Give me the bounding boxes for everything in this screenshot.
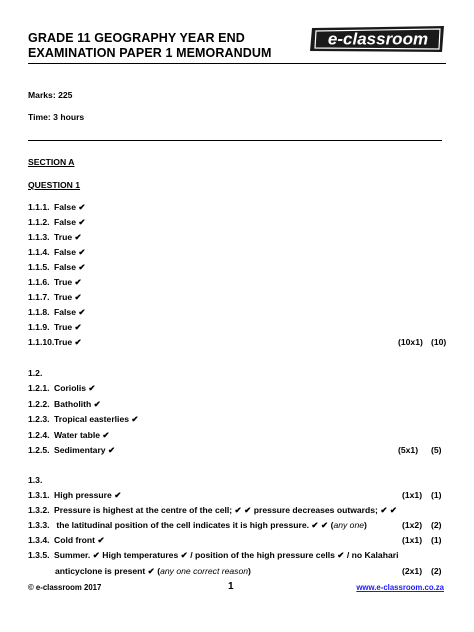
check-icon: ✔ xyxy=(131,414,139,424)
check-icon: ✔ xyxy=(114,490,122,500)
section-heading: SECTION A xyxy=(28,157,75,167)
separator-line xyxy=(28,140,442,141)
check-icon: ✔ xyxy=(93,398,101,409)
answer-text: Sedimentary xyxy=(54,445,108,455)
answer-text: Water table xyxy=(54,429,103,440)
answer-text: False xyxy=(54,307,79,317)
check-icon: ✔ xyxy=(380,505,388,515)
answer-text: Cold front xyxy=(54,535,96,545)
doc-title-line1: GRADE 11 GEOGRAPHY YEAR END xyxy=(28,31,245,45)
answer-number: 1.1.9. xyxy=(28,322,50,332)
answer-text: True xyxy=(54,322,75,332)
check-icon: ✔ xyxy=(102,429,110,440)
answer-number: 1.2.4. xyxy=(28,429,50,440)
footer-website-link[interactable]: www.e-classroom.co.za xyxy=(356,583,444,592)
answer-row xyxy=(28,262,86,273)
answer-number: 1.1.1. xyxy=(28,202,50,212)
answer-row xyxy=(28,414,139,425)
answer-text: True xyxy=(54,277,75,287)
answer-number: 1.1.3. xyxy=(28,232,50,242)
answer-number: 1.2.2. xyxy=(28,398,50,409)
answer-number: 1.1.8. xyxy=(28,307,50,317)
check-icon: ✔ xyxy=(78,307,86,317)
page-number: 1 xyxy=(228,581,234,592)
answer-row xyxy=(28,430,110,441)
answer-text: False xyxy=(54,202,79,212)
marks-1-3-5: (2x1) xyxy=(402,566,423,576)
answer-text-e: anticyclone is present xyxy=(55,566,146,576)
marks-allocation: (5x1) xyxy=(398,445,419,455)
check-icon: ✔ xyxy=(78,202,86,212)
check-icon: ✔ xyxy=(97,535,105,545)
header-rule xyxy=(28,63,446,64)
check-icon: ✔ xyxy=(180,550,188,560)
marks-total: (10) xyxy=(431,337,447,347)
total-1-3-3: (2) xyxy=(431,520,442,530)
answer-number: 1.2.3. xyxy=(28,414,50,424)
answer-1-3-4 xyxy=(28,535,105,546)
answer-1-3-3: 1.3.3. the latitudinal position of the cell indicates it is high pressure. ✔ ✔ (any one) xyxy=(28,520,367,530)
marks-1-3-3: (1x2) xyxy=(402,520,423,530)
answer-number: 1.1.10. xyxy=(28,337,55,347)
check-icon: ✔ xyxy=(311,520,319,530)
answer-number: 1.1.7. xyxy=(28,292,50,302)
check-icon: ✔ xyxy=(244,505,252,515)
answer-text: True xyxy=(54,292,75,302)
answer-row xyxy=(28,445,115,456)
check-icon: ✔ xyxy=(337,550,345,560)
check-icon: ✔ xyxy=(147,566,155,576)
check-icon: ✔ xyxy=(78,262,86,272)
answer-row xyxy=(28,399,101,410)
answer-text-a: Summer. xyxy=(54,550,91,560)
marks-total: Marks: 225 xyxy=(28,90,73,100)
answer-1-3-5 xyxy=(28,550,398,561)
answer-number: 1.2.5. xyxy=(28,445,50,455)
answer-row xyxy=(28,277,82,288)
answer-text: True xyxy=(54,232,75,242)
answer-row xyxy=(28,383,96,394)
check-icon: ✔ xyxy=(74,292,82,302)
check-icon: ✔ xyxy=(74,232,82,242)
check-icon: ✔ xyxy=(107,445,116,455)
answer-note: any one correct reason xyxy=(160,566,249,576)
answer-text: the latitudinal position of the cell indicates it is high pressure. xyxy=(56,520,309,530)
answer-text-b: pressure decreases outwards; xyxy=(253,505,378,515)
answer-number: 1.3.5. xyxy=(28,550,50,560)
answer-row xyxy=(28,322,82,333)
check-icon: ✔ xyxy=(74,322,82,332)
answer-note: any one xyxy=(333,520,365,530)
answer-1-3-1 xyxy=(28,490,121,501)
check-icon: ✔ xyxy=(74,277,82,287)
footer-copyright: © e-classroom 2017 xyxy=(28,583,102,592)
answer-text-c: / position of the high pressure cells xyxy=(190,550,335,560)
marks-1-3-1: (1x1) xyxy=(402,490,423,500)
answer-text: Batholith xyxy=(54,398,94,409)
marks-1-3-4: (1x1) xyxy=(402,535,423,545)
answer-text-a: Pressure is highest at the centre of the cell; xyxy=(54,505,233,515)
answer-text: Tropical easterlies xyxy=(54,414,132,424)
check-icon: ✔ xyxy=(320,520,329,530)
check-icon: ✔ xyxy=(234,505,242,515)
answer-1-3-2 xyxy=(28,505,397,516)
eclassroom-logo xyxy=(308,24,448,54)
answer-number: 1.1.5. xyxy=(28,262,50,272)
answer-text: False xyxy=(54,262,79,272)
question-heading: QUESTION 1 xyxy=(28,180,81,190)
svg-text:e-classroom: e-classroom xyxy=(327,29,429,49)
answer-number: 1.3.2. xyxy=(28,505,50,515)
answer-row xyxy=(28,337,82,348)
total-1-3-1: (1) xyxy=(431,490,442,500)
answer-text: False xyxy=(54,247,79,257)
answer-text-d: / no Kalahari xyxy=(346,550,399,560)
answer-row xyxy=(28,202,86,213)
question-1-3-heading: 1.3. xyxy=(28,475,43,485)
check-icon: ✔ xyxy=(78,217,86,227)
answer-text: High pressure xyxy=(54,490,112,500)
answer-number: 1.1.6. xyxy=(28,277,50,287)
answer-row xyxy=(28,307,86,318)
time-allowed: Time: 3 hours xyxy=(28,112,85,122)
check-icon: ✔ xyxy=(389,505,398,515)
total-1-3-5: (2) xyxy=(431,566,442,576)
answer-row xyxy=(28,232,82,243)
check-icon: ✔ xyxy=(92,550,100,560)
answer-number: 1.2.1. xyxy=(28,383,50,393)
answer-row xyxy=(28,217,86,228)
marks-total: (5) xyxy=(431,445,442,455)
check-icon: ✔ xyxy=(74,337,82,347)
marks-allocation: (10x1) xyxy=(398,337,423,347)
question-1-2-heading: 1.2. xyxy=(28,368,43,378)
answer-number: 1.3.4. xyxy=(28,535,50,545)
answer-text: Coriolis xyxy=(54,383,89,393)
total-1-3-4: (1) xyxy=(431,535,442,545)
answer-number: 1.3.3. xyxy=(28,520,50,530)
answer-text-b: High temperatures xyxy=(102,550,179,560)
doc-title-line2: EXAMINATION PAPER 1 MEMORANDUM xyxy=(28,46,272,60)
answer-row xyxy=(28,292,82,303)
check-icon: ✔ xyxy=(88,383,96,393)
answer-text: False xyxy=(54,217,79,227)
answer-number: 1.1.4. xyxy=(28,247,50,257)
answer-row xyxy=(28,247,86,258)
answer-number: 1.3.1. xyxy=(28,490,50,500)
answer-1-3-5-cont: anticyclone is present ✔ (any one correct reason) xyxy=(55,566,251,576)
answer-number: 1.1.2. xyxy=(28,217,50,227)
check-icon: ✔ xyxy=(78,247,86,257)
answer-text: True xyxy=(54,337,75,347)
